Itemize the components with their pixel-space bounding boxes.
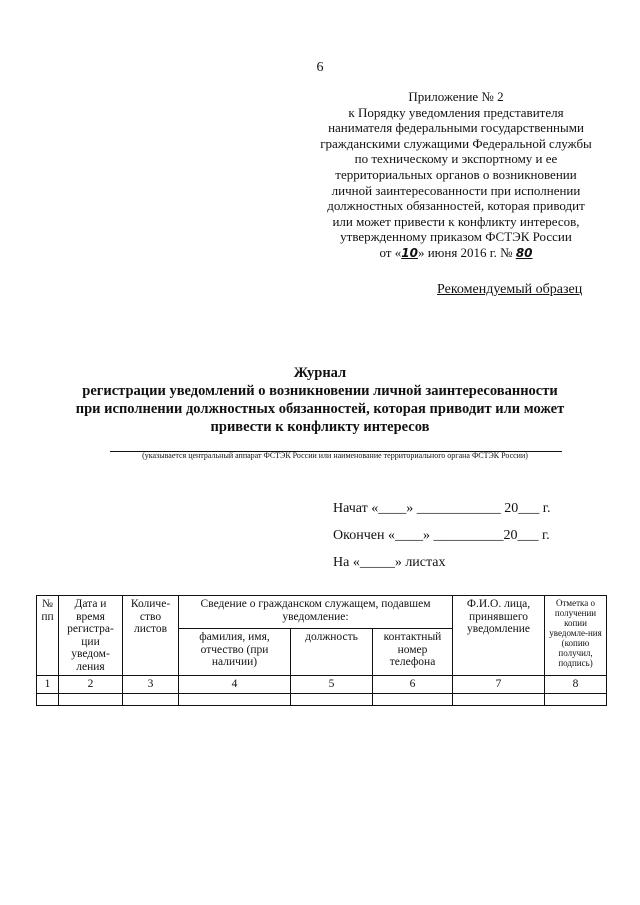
table-header-row [37,596,607,629]
handwritten-day: 10 [401,245,418,260]
empty-cell [453,693,545,705]
journal-dates [333,495,550,576]
journal-subtitle-line: при исполнении должностных обязанностей, которая приводит или может [75,401,565,417]
registration-table [36,595,607,706]
empty-cell [37,693,59,705]
appendix-line: территориальных органов о возникновении [335,166,577,182]
empty-cell [179,693,291,705]
appendix-date-line [318,245,594,262]
journal-subtitle-line: регистрации уведомлений о возникновении личной заинтересованности [82,383,558,399]
header-num: № пп [37,596,59,676]
header-sheets: Количе-ство листов [123,596,179,676]
column-number: 8 [545,676,607,694]
started-line: Начат «____» ____________ 20___ г. [333,501,551,516]
appendix-block [318,89,594,262]
table-empty-row [37,693,607,705]
empty-cell [545,693,607,705]
appendix-line: должностных обязанностей, которая приводит [327,198,585,214]
appendix-line: к Порядку уведомления представителя [348,104,564,120]
empty-cell [59,693,123,705]
header-phone: контактный номер телефона [373,629,453,676]
column-number: 7 [453,676,545,694]
header-position: должность [291,629,373,676]
column-number: 2 [59,676,123,694]
appendix-line: личной заинтересованности при исполнении [331,182,581,198]
finished-line: Окончен «____» __________20___ г. [333,528,550,543]
appendix-line: по техническому и экспортному и ее [354,151,558,167]
column-number-row [37,676,607,694]
column-number: 5 [291,676,373,694]
appendix-line: утвержденному приказом ФСТЭК России [340,229,572,245]
header-copy-mark: Отметка о получении копии уведомле-ния (копию получил, подпись) [545,596,607,676]
empty-cell [291,693,373,705]
date-middle: » июня 2016 г. № [417,244,516,260]
journal-title: Журнал [293,365,347,381]
column-number: 3 [123,676,179,694]
recommended-sample-label: Рекомендуемый образец [437,282,583,297]
column-number: 1 [37,676,59,694]
journal-subtitle-line: привести к конфликту интересов [210,419,430,435]
handwritten-order-number: 80 [515,245,533,260]
empty-cell [123,693,179,705]
date-prefix: от « [379,244,402,260]
header-date: Дата и время регистра-ции уведом-ления [59,596,123,676]
header-receiver: Ф.И.О. лица, принявшего уведомление [453,596,545,676]
column-number: 4 [179,676,291,694]
page-number: 6 [316,60,324,75]
appendix-line: Приложение № 2 [408,89,504,104]
header-info-group: Сведение о гражданском служащем, подавшем уведомление: [179,596,453,629]
sheets-line: На «_____» листах [333,555,446,570]
journal-heading [0,364,640,436]
column-number: 6 [373,676,453,694]
appendix-line: гражданскими служащими Федеральной службы [320,135,592,151]
empty-cell [373,693,453,705]
organization-caption: (указывается центральный аппарат ФСТЭК России или наименование территориального органа ФСТЭК России) [142,451,528,460]
appendix-line: нанимателя федеральными государственными [328,120,584,136]
header-fio: фамилия, имя, отчество (при наличии) [179,629,291,676]
appendix-line: или может привести к конфликту интересов, [332,213,580,229]
